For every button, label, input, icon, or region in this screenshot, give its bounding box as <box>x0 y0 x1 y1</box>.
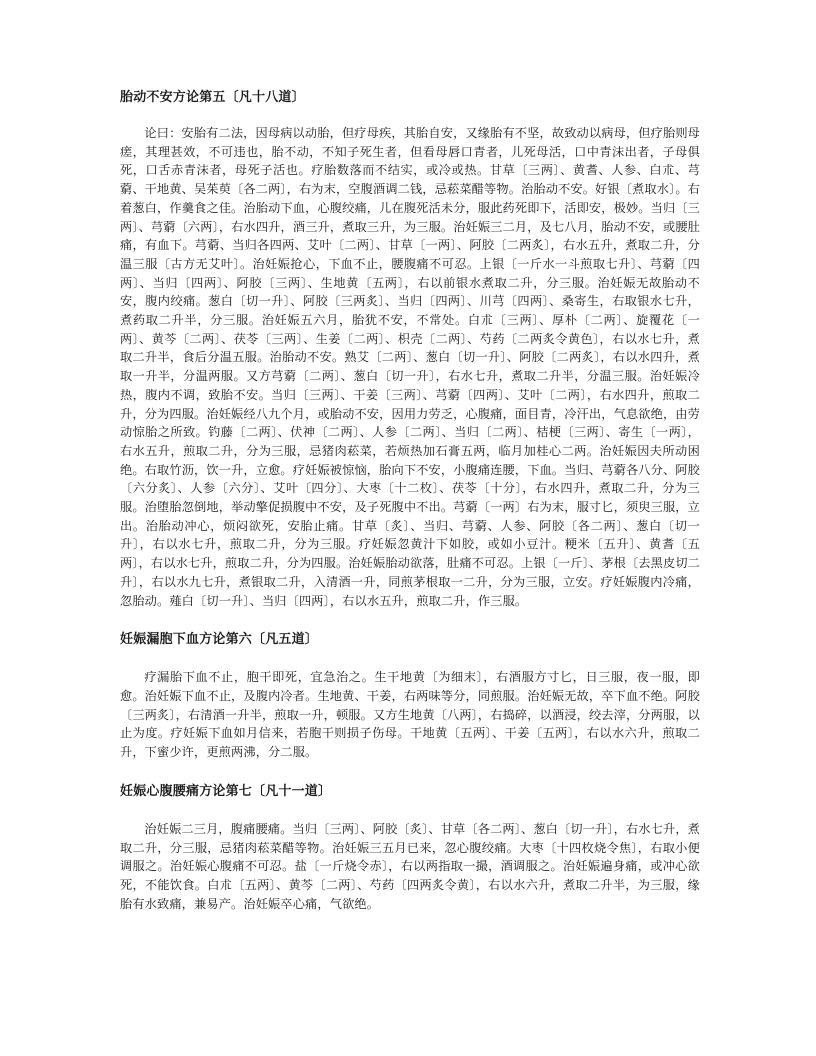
section-title: 妊娠心腹腰痛方论第七〔凡十一道〕 <box>120 783 332 799</box>
section-body: 论曰：安胎有二法，因母病以动胎，但疗母疾，其胎自安，又缘胎有不坚，故致动以病母，但疗胎则母瘥，其理甚效，不可违也，胎不动，不知子死生者，但看母唇口青者，儿死母活，口中青沫出者，子母俱死，口舌赤青沫者，母死子活也。疗胎数落而不结实，或冷或热。甘草〔三两〕、黄耆、人参、白朮、芎藭、干地黄、吴茱萸〔各二两〕，右为末，空腹酒调二钱，忌菘菜醋等物。治胎动不安。好银〔煮取水〕。右着葱白，作羹食之佳。治胎动下血，心腹绞痛，儿在腹死活未分，服此药死即下，活即安，极妙。当归〔三两〕、芎藭〔六两〕，右水四升，酒三升，煮取三升，为三服。治妊娠三二月，及七八月，胎动不安，或腰肚痛，有血下。芎藭、当归各四两、艾叶〔二两〕、甘草〔一两〕、阿胶〔二两炙〕，右水五升，煮取二升，分温三服〔古方无艾叶〕。治妊娠抢心，下血不止，腰腹痛不可忍。上银〔一斤水一斗煎取七升〕、芎藭〔四两〕、当归〔四两〕、阿胶〔三两〕、生地黄〔五两〕，右以前银水煮取二升，分三服。治妊娠无故胎动不安，腹内绞痛。葱白〔切一升〕、阿胶〔三两炙〕、当归〔四两〕、川芎〔四两〕、桑寄生，右取银水七升，煮药取二升半，分三服。治妊娠五六月，胎犹不安，不常处。白朮〔三两〕、厚朴〔二两〕、旋覆花〔一两〕、黄芩〔二两〕、茯苓〔三两〕、生姜〔二两〕、枳壳〔二两〕、芍药〔二两炙令黄色〕，右以水七升，煮取二升半，食后分温五服。治胎动不安。熟艾〔二两〕、葱白〔切一升〕、阿胶〔二两炙〕，右以水四升，煮取一升半，分温两服。又方芎藭〔二两〕、葱白〔切一升〕，右水七升，煮取二升半，分温三服。治妊娠冷热，腹内不调，致胎不安。当归〔三两〕、干姜〔三两〕、芎藭〔四两〕、艾叶〔二两〕，右水四升，煎取二升，分为四服。治妊娠经八九个月，或胎动不安，因用力劳乏，心腹痛，面目青，冷汗出，气息欲绝，由劳动惊胎之所致。钓藤〔二两〕、伏神〔二两〕、人参〔二两〕、当归〔二两〕、桔梗〔三两〕、寄生〔一两〕，右水五升，煎取二升，分为三服，忌猪肉菘菜，若烦热加石膏五两，临月加桂心二两。治妊娠因夫所动困绝。右取竹沥，饮一升，立愈。疗妊娠被惊恼，胎向下不安，小腹痛连腰，下血。当归、芎藭各八分、阿胶〔六分炙〕、人参〔六分〕、艾叶〔四分〕、大枣〔十二枚〕、茯苓〔十分〕，右水四升，煮取二升，分为三服。治堕胎忽倒地，举动擎促损腹中不安，及子死腹中不出。芎藭〔一两〕右为末，服寸匕，须臾三服，立出。治胎动冲心，烦闷欲死，安胎止痛。甘草〔炙〕、当归、芎藭、人参、阿胶〔各二两〕、葱白〔切一升〕，右以水七升，煎取二升，分为三服。疗妊娠忽黄汁下如胶，或如小豆汁。粳米〔五升〕、黄耆〔五两〕，右以水七升，煎取二升，分为四服。治妊娠胎动欲落，肚痛不可忍。上银〔一斤〕、茅根〔去黑皮切二升〕，右以水九七升，煮银取二升，入清酒一升，同煎茅根取一二升，分为三服，立安。疗妊娠腹内冷痛，忽胎动。薤白〔切一升〕、当归〔四两〕，右以水五升，煎取二升，作三服。 <box>120 126 700 608</box>
section-title: 胎动不安方论第五〔凡十八道〕 <box>120 90 305 105</box>
section-body: 疗漏胎下血不止，胞干即死，宜急治之。生干地黄〔为细末〕，右酒服方寸匕，日三服，夜一服，即愈。治妊娠下血不止，及腹内冷者。生地黄、干姜，右两味等分，同煎服。治妊娠无故，卒下血不绝。阿胶〔三两炙〕，右清酒一升半，煎取一升，顿服。又方生地黄〔八两〕，右捣碎，以酒浸，绞去滓，分两服，以止为度。疗妊娠下血如月信来，若胞干则损子伤母。干地黄〔五两〕、干姜〔五两〕，右以水六升，煎取二升，下蜜少许，更煎两沸，分二服。 <box>120 670 700 760</box>
page-content <box>120 88 700 933</box>
section-body: 治妊娠二三月，腹痛腰痛。当归〔三两〕、阿胶〔炙〕、甘草〔各二两〕、葱白〔切一升〕，右水七升，煮取二升，分三服，忌猪肉菘菜醋等物。治妊娠三五月已来，忽心腹绞痛。大枣〔十四枚烧令焦〕，右取小便调服之。治妊娠心腹痛不可忍。盐〔一斤烧令赤〕，右以两指取一撮，酒调服之。治妊娠遍身痛，或冲心欲死，不能饮食。白朮〔五两〕、黄芩〔二两〕、芍药〔四两炙令黄〕，右以水六升，煮取二升半，为三服，缘胎有水致痛，兼易产。治妊娠卒心痛，气欲绝。 <box>120 821 700 911</box>
section-title: 妊娠漏胞下血方论第六〔凡五道〕 <box>120 632 319 648</box>
